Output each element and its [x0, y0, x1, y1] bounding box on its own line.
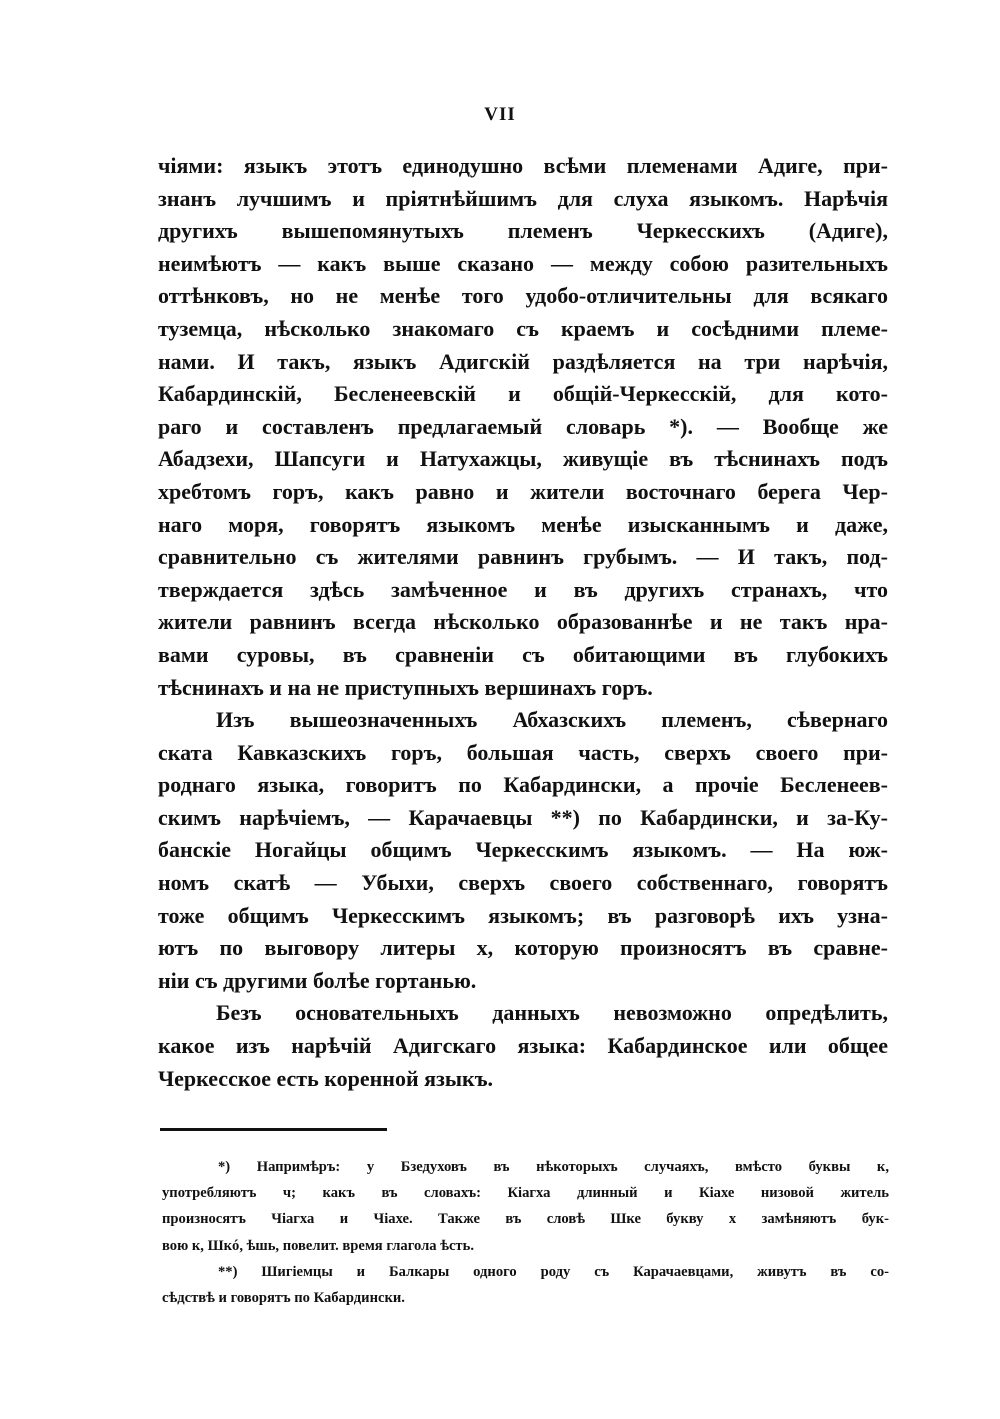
page-number: VII: [484, 104, 516, 125]
text-line: Кабардинскій, Бесленеевскій и общій-Черкесскій, для кото-: [158, 381, 888, 407]
footnote-line: **) Шигіемцы и Балкары одного роду съ Карачаевцами, живутъ въ со-: [218, 1263, 889, 1280]
text-line: чіями: языкъ этотъ единодушно всѣми племенами Адиге, при-: [158, 153, 888, 178]
text-line: сравнительно съ жителями равнинъ грубымъ. — И такъ, под-: [158, 544, 888, 570]
text-line: ніи съ другими болѣе гортанью.: [158, 967, 477, 993]
text-line: роднаго языка, говоритъ по Кабардински, а прочіе Бесленеев-: [158, 772, 888, 798]
text-line: тѣснинахъ и на не приступныхъ вершинахъ горъ.: [158, 674, 653, 700]
text-line: наго моря, говорятъ языкомъ менѣе изысканнымъ и даже,: [158, 511, 888, 537]
text-line: вами суровы, въ сравненіи съ обитающими въ глубокихъ: [158, 641, 888, 667]
footnote-1: [162, 1154, 889, 1259]
text-line: банскіе Ногайцы общимъ Черкесскимъ языкомъ. — На юж-: [158, 837, 888, 863]
text-line: нами. И такъ, языкъ Адигскій раздѣляется на три нарѣчія,: [158, 348, 888, 374]
paragraph-1: [158, 150, 888, 704]
footnote-line: *) Напримѣръ: у Бзедуховъ въ нѣкоторыхъ случаяхъ, вмѣсто буквы к,: [218, 1159, 889, 1175]
footnote-2: [162, 1259, 889, 1311]
text-line: другихъ вышепомянутыхъ племенъ Черкесскихъ (Адиге),: [158, 218, 888, 244]
paragraph-3: [158, 997, 888, 1095]
text-line: жители равнинъ всегда нѣсколько образованнѣе и не такъ нра-: [158, 609, 888, 635]
footnote-line: употребляютъ ч; какъ въ словахъ: Кіагха длинный и Кіахе низовой житель: [162, 1185, 889, 1202]
footnote-line: вою к, Шкó, ѣшь, повелит. время глагола ѣсть.: [162, 1237, 474, 1254]
footnotes: [162, 1154, 889, 1311]
text-line: Безъ основательныхъ данныхъ невозможно опредѣлить,: [216, 1000, 888, 1026]
text-line: тверждается здѣсь замѣченное и въ другихъ странахъ, что: [158, 576, 888, 602]
text-line: оттѣнковъ, но не менѣе того удобо-отличительны для всякаго: [158, 283, 888, 309]
text-line: тоже общимъ Черкесскимъ языкомъ; въ разговорѣ ихъ узна-: [158, 902, 888, 928]
paragraph-2: [158, 704, 888, 997]
footnote-line: сѣдствѣ и говорятъ по Кабардински.: [162, 1290, 405, 1307]
text-line: Изъ вышеозначенныхъ Абхазскихъ племенъ, сѣвернаго: [216, 707, 888, 733]
footnote-separator: [160, 1128, 387, 1131]
text-line: неимѣютъ — какъ выше сказано — между собою разительныхъ: [158, 250, 888, 276]
text-line: Абадзехи, Шапсуги и Натухажцы, живущіе въ тѣснинахъ подъ: [158, 446, 888, 472]
text-line: ютъ по выговору литеры x, которую произносятъ въ сравне-: [158, 935, 888, 961]
text-line: Черкесское есть коренной языкъ.: [158, 1065, 494, 1091]
text-line: знанъ лучшимъ и пріятнѣйшимъ для слуха языкомъ. Нарѣчія: [158, 185, 888, 211]
text-line: скимъ нарѣчіемъ, — Карачаевцы **) по Кабардински, и за-Ку-: [158, 804, 888, 830]
text-line: хребтомъ горъ, какъ равно и жители восточнаго берега Чер-: [158, 478, 888, 504]
main-text: [158, 150, 888, 1095]
text-line: какое изъ нарѣчій Адигскаго языка: Кабардинское или общее: [158, 1033, 888, 1059]
text-line: ската Кавказскихъ горъ, большая часть, сверхъ своего при-: [158, 739, 888, 765]
text-line: туземца, нѣсколько знакомаго съ краемъ и сосѣдними племе-: [158, 315, 888, 341]
footnote-line: произносятъ Чіагха и Чіахе. Также въ словѣ Шке букву x замѣняютъ бук-: [162, 1211, 889, 1228]
text-line: раго и составленъ предлагаемый словарь *). — Вообще же: [158, 413, 888, 439]
text-line: номъ скатѣ — Убыхи, сверхъ своего собственнаго, говорятъ: [158, 870, 888, 896]
